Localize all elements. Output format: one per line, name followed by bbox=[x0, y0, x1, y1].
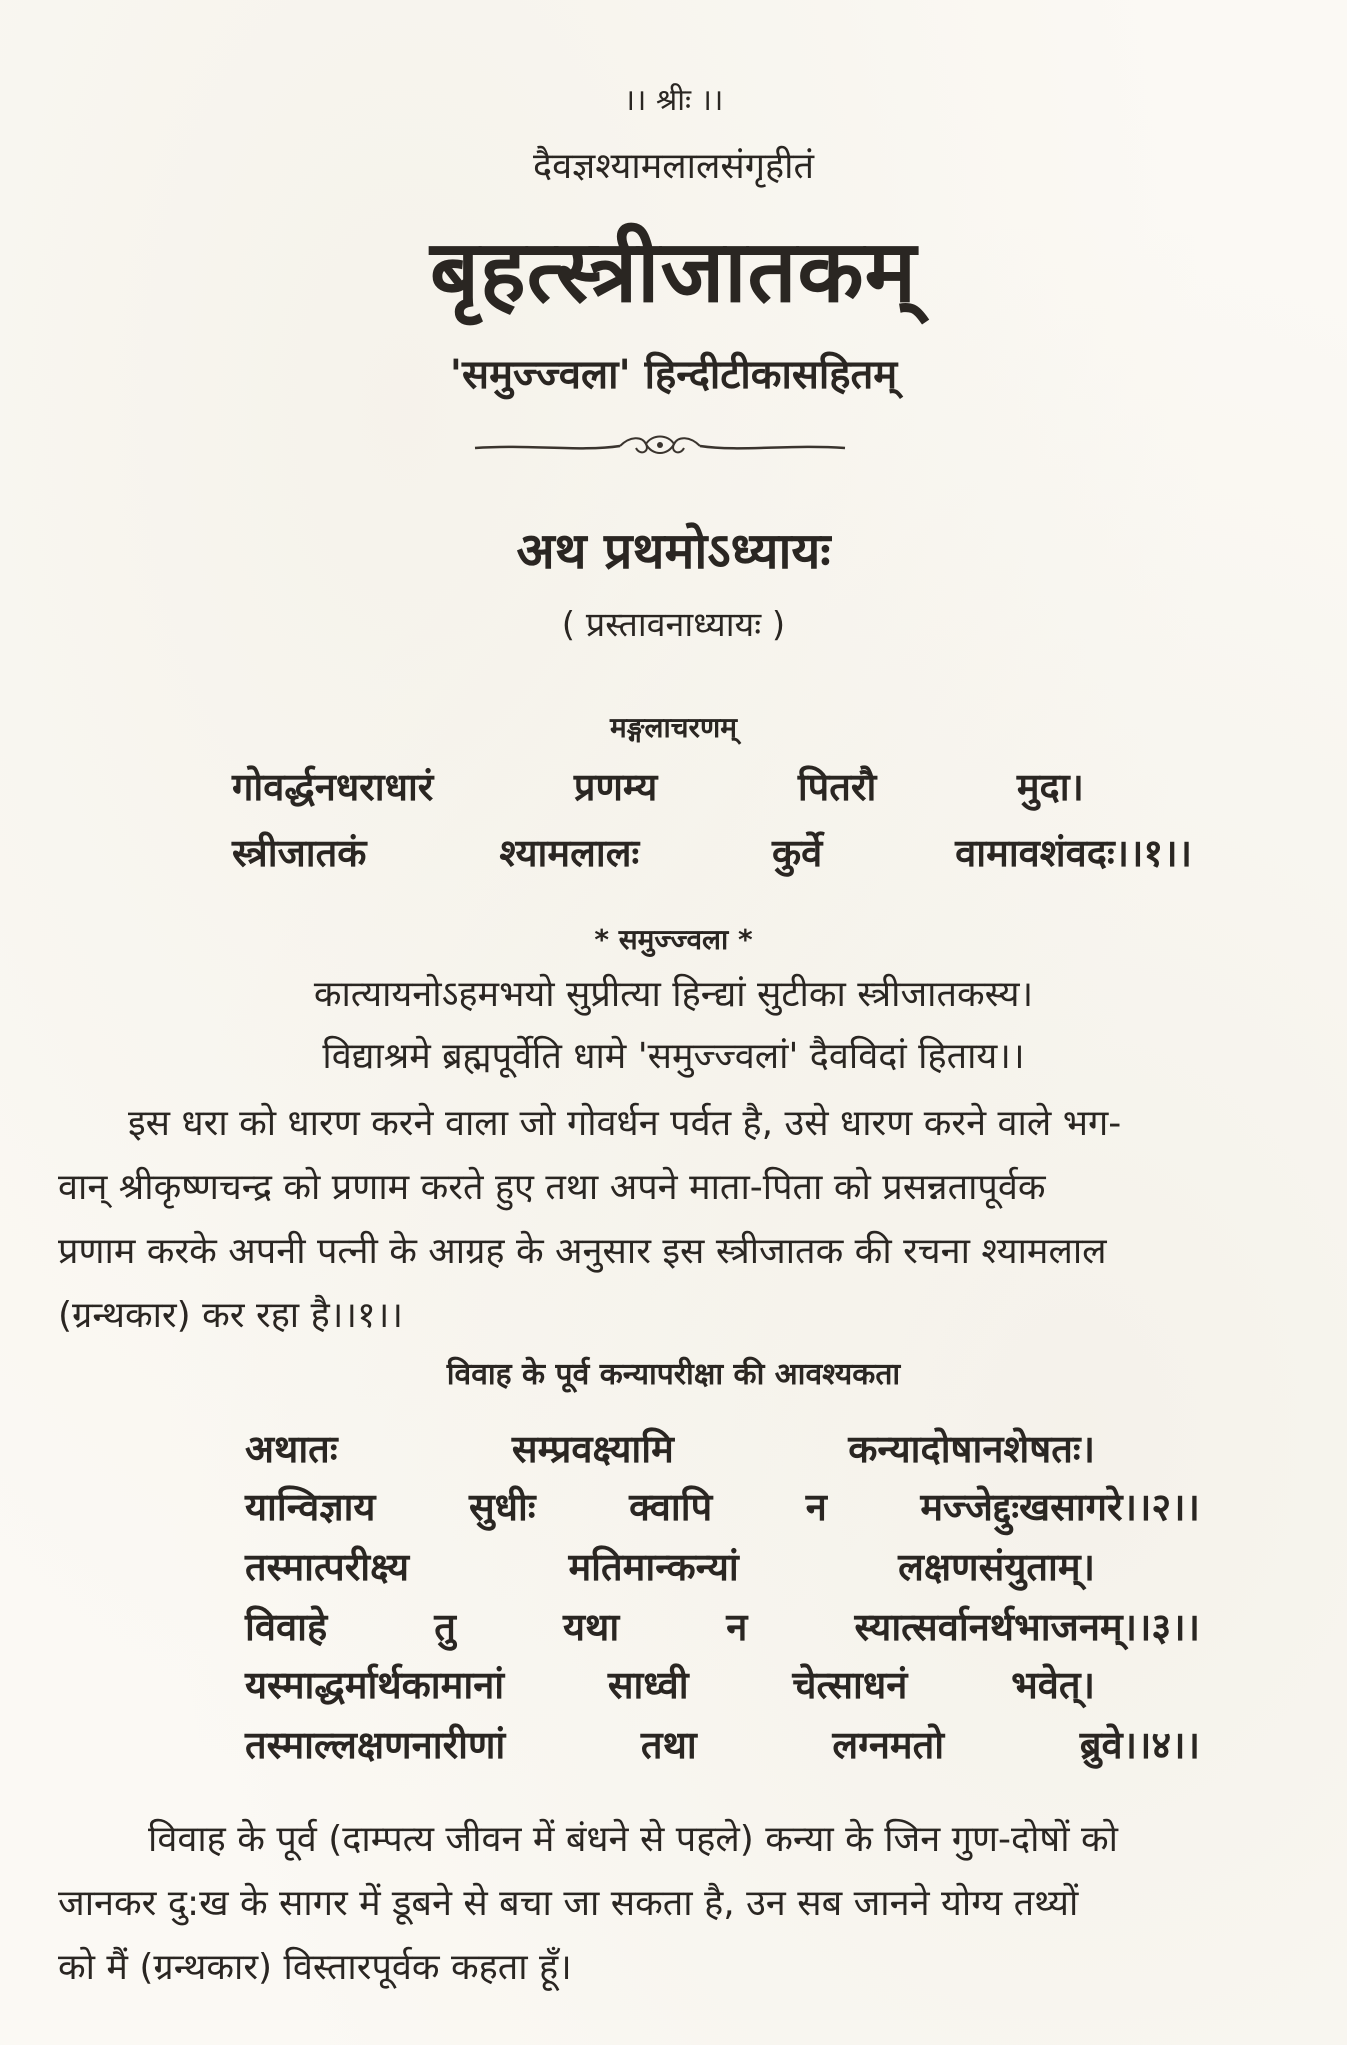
verse-word: विवाहे bbox=[245, 1605, 328, 1649]
commentary-line: कात्यायनोऽहमभयो सुप्रीत्या हिन्द्यां सुटीका स्त्रीजातकस्य। bbox=[313, 974, 1034, 1015]
verse-line bbox=[245, 1718, 1200, 1770]
section-heading-marriage: विवाह के पूर्व कन्यापरीक्षा की आवश्यकता bbox=[446, 1357, 901, 1392]
verse-word: वामावशंवदः।।१।। bbox=[955, 831, 1192, 875]
verse-word: यान्विज्ञाय bbox=[245, 1485, 376, 1529]
verse-word: लग्नमतो bbox=[832, 1723, 945, 1767]
verse-word: तस्मात्परीक्ष्य bbox=[245, 1545, 410, 1589]
chapter-subtitle: ( प्रस्तावनाध्यायः ) bbox=[561, 605, 786, 645]
commentary-line: विद्याश्रमे ब्रह्मपूर्वेति धामे 'समुज्ज्वलां' दैवविदां हिताय।। bbox=[322, 1036, 1025, 1077]
paragraph-line: इस धरा को धारण करने वाला जो गोवर्धन पर्वत है, उसे धारण करने वाले भग- bbox=[128, 1103, 1122, 1144]
paragraph-line: विवाह के पूर्व (दाम्पत्य जीवन में बंधने से पहले) कन्या के जिन गुण-दोषों को bbox=[148, 1819, 1118, 1860]
verse-word: कुर्वे bbox=[771, 831, 823, 875]
verse-word: मुदा। bbox=[1016, 765, 1084, 809]
verse-word: तु bbox=[434, 1605, 456, 1649]
verse-word: तथा bbox=[640, 1723, 697, 1767]
verse-line bbox=[245, 1600, 1200, 1652]
verse-word: स्त्रीजातकं bbox=[232, 831, 367, 875]
verse-line bbox=[245, 1540, 1095, 1592]
book-subtitle: 'समुज्ज्वला' हिन्दीटीकासहितम् bbox=[449, 352, 898, 398]
verse-word: स्यात्सर्वानर्थभाजनम्।।३।। bbox=[854, 1605, 1200, 1649]
verse-word: क्वापि bbox=[629, 1485, 713, 1529]
verse-word: प्रणम्य bbox=[573, 765, 658, 809]
verse-word: यस्माद्धर्मार्थकामानां bbox=[245, 1663, 505, 1707]
verse-word: न bbox=[726, 1605, 748, 1649]
verse-word: गोवर्द्धनधराधारं bbox=[232, 765, 434, 809]
verse-word: पितरौ bbox=[797, 765, 877, 809]
paragraph-line: जानकर दु:ख के सागर में डूबने से बचा जा सकता है, उन सब जानने योग्य तथ्यों bbox=[58, 1883, 1079, 1924]
hindi-paragraph bbox=[58, 1808, 1290, 2000]
verse-word: कन्यादोषानशेषतः। bbox=[848, 1427, 1095, 1471]
verse-word: तस्माल्लक्षणनारीणां bbox=[245, 1723, 506, 1767]
verse-word: श्यामलालः bbox=[499, 831, 640, 875]
verse-word: भवेत्। bbox=[1011, 1663, 1095, 1707]
verse-word: अथातः bbox=[245, 1427, 338, 1471]
verse-line bbox=[245, 1480, 1200, 1532]
paragraph-line: (ग्रन्थकार) कर रहा है।।१।। bbox=[58, 1295, 403, 1336]
verse-word: सम्प्रवक्ष्यामि bbox=[511, 1427, 674, 1471]
chapter-title: अथ प्रथमोऽध्यायः bbox=[516, 522, 831, 580]
paragraph-line: प्रणाम करके अपनी पत्नी के आग्रह के अनुसार इस स्त्रीजातक की रचना श्यामलाल bbox=[58, 1231, 1107, 1272]
verse-word: साध्वी bbox=[607, 1663, 689, 1707]
verse-line bbox=[232, 826, 1192, 878]
verse-line bbox=[232, 760, 1084, 812]
verse-word: चेत्साधनं bbox=[792, 1663, 908, 1707]
invocation: ।। श्रीः ।। bbox=[623, 83, 724, 118]
verse-word: ब्रुवे।।४।। bbox=[1079, 1723, 1200, 1767]
verse-word: न bbox=[805, 1485, 827, 1529]
verse-word: मज्जेद्दुःखसागरे।।२।। bbox=[920, 1485, 1200, 1529]
paragraph-line: वान् श्रीकृष्णचन्द्र को प्रणाम करते हुए तथा अपने माता-पिता को प्रसन्नतापूर्वक bbox=[58, 1167, 1046, 1208]
verse-word: सुधीः bbox=[468, 1485, 536, 1529]
hindi-paragraph bbox=[58, 1092, 1290, 1348]
book-title: बृहत्स्त्रीजातकम् bbox=[429, 222, 918, 322]
verse-word: यथा bbox=[563, 1605, 620, 1649]
verse-line bbox=[245, 1422, 1095, 1474]
paragraph-line: को मैं (ग्रन्थकार) विस्तारपूर्वक कहता हूँ। bbox=[58, 1947, 572, 1988]
verse-word: लक्षणसंयुताम्। bbox=[898, 1545, 1095, 1589]
section-heading-mangalacharan: मङ्गलाचरणम् bbox=[610, 711, 737, 744]
verse-line bbox=[245, 1658, 1095, 1710]
verse-word: मतिमान्कन्यां bbox=[568, 1545, 739, 1589]
compiler-line: दैवज्ञश्यामलालसंगृहीतं bbox=[533, 146, 814, 187]
ornament-divider-icon bbox=[470, 430, 850, 464]
commentary-heading: * समुज्ज्वला * bbox=[594, 923, 753, 956]
